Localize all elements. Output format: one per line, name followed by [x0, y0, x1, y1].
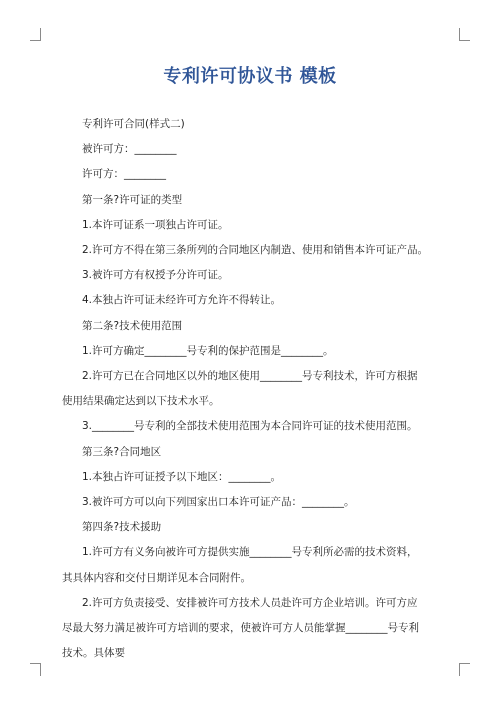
article-heading: 第四条?技术援助	[82, 521, 162, 534]
article-heading: 第一条?许可证的类型	[82, 193, 183, 206]
crop-mark-bottom-right	[459, 663, 470, 676]
licensor-line: 许可方：________	[82, 168, 166, 181]
article-heading: 第二条?技术使用范围	[82, 319, 183, 332]
clause-paragraph: 3.被许可方有权授予分许可证。	[82, 269, 229, 282]
clause-paragraph: 4.本独占许可证未经许可方允许不得转让。	[82, 294, 282, 307]
contract-subtitle: 专利许可合同(样式二)	[82, 118, 185, 130]
clause-paragraph: 1.本许可证系一项独占许可证。	[82, 218, 229, 231]
clause-paragraph: 3.被许可方可以向下列国家出口本许可证产品：________。	[82, 496, 355, 509]
article-heading: 第三条?合同地区	[82, 445, 162, 458]
document-body	[62, 112, 429, 666]
clause-paragraph: 1.本独占许可证授予以下地区：________。	[82, 470, 282, 483]
clause-paragraph: 1.许可方有义务向被许可方提供实施________号专利所必需的技术资料，其具体内容和交付日期详见本合同附件。	[62, 546, 418, 584]
document-title: 专利许可协议书 模板	[163, 66, 337, 87]
crop-mark-top-left	[30, 28, 41, 41]
clause-paragraph: 2.许可方负责接受、安排被许可方技术人员赴许可方企业培训。许可方应尽最大努力满足被许可方培训的要求，使被许可方人员能掌握________号专利技术。具体要	[62, 596, 419, 660]
licensee-line: 被许可方：________	[82, 143, 177, 156]
crop-mark-bottom-left	[30, 663, 41, 676]
clause-paragraph: 2.许可方已在合同地区以外的地区使用________号专利技术，许可方根据使用结果确定达到以下技术水平。	[62, 370, 418, 408]
clause-paragraph: 3.________号专利的全部技术使用范围为本合同许可证的技术使用范围。	[82, 420, 418, 433]
clause-paragraph: 2.许可方不得在第三条所列的合同地区内制造、使用和销售本许可证产品。	[82, 244, 429, 257]
crop-mark-top-right	[459, 28, 470, 41]
clause-paragraph: 1.许可方确定________号专利的保护范围是________。	[82, 344, 334, 357]
